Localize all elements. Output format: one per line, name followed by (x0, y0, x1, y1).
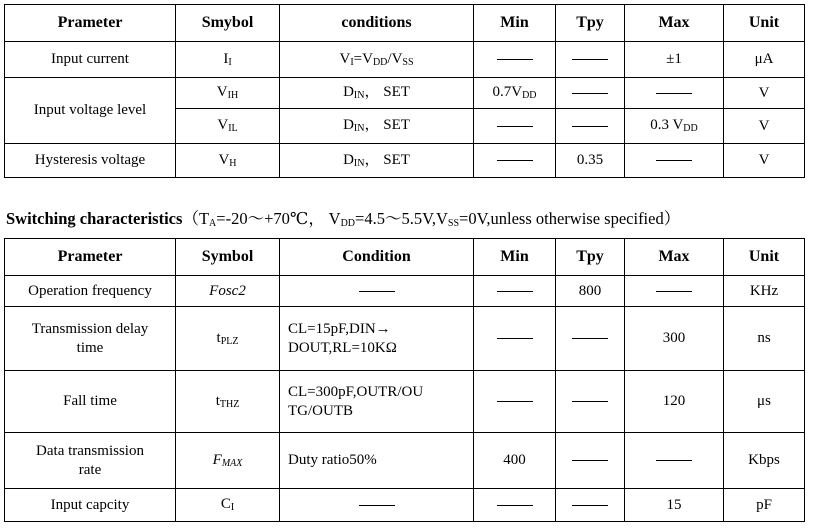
unit-cell: V (724, 144, 805, 178)
typ-cell (556, 489, 625, 522)
symbol-cell: $V_{IH}$ (176, 78, 280, 109)
max-cell (625, 144, 724, 178)
col-header-condition: Condition (280, 239, 474, 276)
dash-mark (572, 505, 608, 506)
col-header-conditions: conditions (280, 5, 474, 42)
table-row (5, 144, 805, 178)
col-header-typ: Tpy (556, 239, 625, 276)
dash-mark (359, 505, 395, 506)
unit-cell: pF (724, 489, 805, 522)
unit-cell: μs (724, 371, 805, 433)
col-header-unit: Unit (724, 5, 805, 42)
table-row (5, 371, 805, 433)
table-row (5, 42, 805, 78)
condition-cell: $D_{IN}$， SET (280, 78, 474, 109)
min-cell: $0.7V_{DD}$ (474, 78, 556, 109)
table-header-row (5, 239, 805, 276)
dc-characteristics-table (4, 4, 805, 178)
min-cell (474, 276, 556, 307)
param-cell: Input current (5, 42, 176, 78)
param-cell: Input voltage level (5, 78, 176, 144)
table-header-row (5, 5, 805, 42)
dash-mark (497, 338, 533, 339)
dash-mark (572, 126, 608, 127)
col-header-typ: Tpy (556, 5, 625, 42)
typ-cell (556, 78, 625, 109)
col-header-min: Min (474, 239, 556, 276)
param-cell: Data transmission rate (5, 433, 176, 489)
condition-cell: CL=15pF,DIN→ DOUT,RL=10KΩ (280, 307, 474, 371)
col-header-symbol: Symbol (176, 239, 280, 276)
max-cell (625, 78, 724, 109)
param-cell: Input capcity (5, 489, 176, 522)
typ-cell (556, 371, 625, 433)
dash-mark (656, 291, 692, 292)
table-row (5, 307, 805, 371)
col-header-parameter: Prameter (5, 5, 176, 42)
max-cell: 0.3 $V_{DD}$ (625, 109, 724, 144)
condition-cell (280, 489, 474, 522)
dash-mark (656, 460, 692, 461)
symbol-cell: $C_I$ (176, 489, 280, 522)
table-row (5, 78, 805, 109)
symbol-cell: $t_{THZ}$ (176, 371, 280, 433)
condition-cell (280, 276, 474, 307)
dash-mark (497, 505, 533, 506)
min-cell (474, 42, 556, 78)
symbol-cell: $V_H$ (176, 144, 280, 178)
min-cell (474, 307, 556, 371)
unit-cell: Kbps (724, 433, 805, 489)
min-cell: 400 (474, 433, 556, 489)
max-cell: ±1 (625, 42, 724, 78)
typ-cell: 800 (556, 276, 625, 307)
dash-mark (572, 338, 608, 339)
typ-cell: 0.35 (556, 144, 625, 178)
symbol-cell: $I_I$ (176, 42, 280, 78)
min-cell (474, 371, 556, 433)
dash-mark (497, 291, 533, 292)
dash-mark (497, 59, 533, 60)
dash-mark (497, 160, 533, 161)
typ-cell (556, 433, 625, 489)
condition-cell: Duty ratio50% (280, 433, 474, 489)
typ-cell (556, 42, 625, 78)
min-cell (474, 489, 556, 522)
dash-mark (572, 401, 608, 402)
dash-mark (359, 291, 395, 292)
col-header-parameter: Prameter (5, 239, 176, 276)
symbol-cell: $F_{MAX}$ (176, 433, 280, 489)
dash-mark (497, 126, 533, 127)
col-header-max: Max (625, 5, 724, 42)
param-cell: Hysteresis voltage (5, 144, 176, 178)
max-cell: 300 (625, 307, 724, 371)
min-cell (474, 144, 556, 178)
typ-cell (556, 109, 625, 144)
dash-mark (497, 401, 533, 402)
table-row (5, 276, 805, 307)
condition-cell: $V_I=V_{DD}/V_{SS}$ (280, 42, 474, 78)
max-cell (625, 433, 724, 489)
table-row (5, 433, 805, 489)
condition-cell: $D_{IN}$， SET (280, 109, 474, 144)
condition-cell: CL=300pF,OUTR/OU TG/OUTB (280, 371, 474, 433)
dash-mark (572, 93, 608, 94)
col-header-symbol: Smybol (176, 5, 280, 42)
min-cell (474, 109, 556, 144)
dash-mark (656, 160, 692, 161)
col-header-unit: Unit (724, 239, 805, 276)
unit-cell: V (724, 109, 805, 144)
unit-cell: ns (724, 307, 805, 371)
unit-cell: V (724, 78, 805, 109)
unit-cell: μA (724, 42, 805, 78)
unit-cell: KHz (724, 276, 805, 307)
max-cell (625, 276, 724, 307)
col-header-min: Min (474, 5, 556, 42)
typ-cell (556, 307, 625, 371)
symbol-cell: Fosc2 (176, 276, 280, 307)
condition-cell: $D_{IN}$， SET (280, 144, 474, 178)
param-cell: Transmission delay time (5, 307, 176, 371)
dash-mark (656, 93, 692, 94)
switching-characteristics-table (4, 238, 805, 522)
param-cell: Fall time (5, 371, 176, 433)
max-cell: 120 (625, 371, 724, 433)
max-cell: 15 (625, 489, 724, 522)
col-header-max: Max (625, 239, 724, 276)
table-row (5, 489, 805, 522)
dash-mark (572, 59, 608, 60)
param-cell: Operation frequency (5, 276, 176, 307)
symbol-cell: $t_{PLZ}$ (176, 307, 280, 371)
symbol-cell: $V_{IL}$ (176, 109, 280, 144)
section-title: Switching $characteristics(T_A=-20\sim+70℃$， $V_{DD}=4.5\sim 5.5V,V_{SS}=0V,unless$ otherwise specified） (6, 209, 681, 229)
dash-mark (572, 460, 608, 461)
